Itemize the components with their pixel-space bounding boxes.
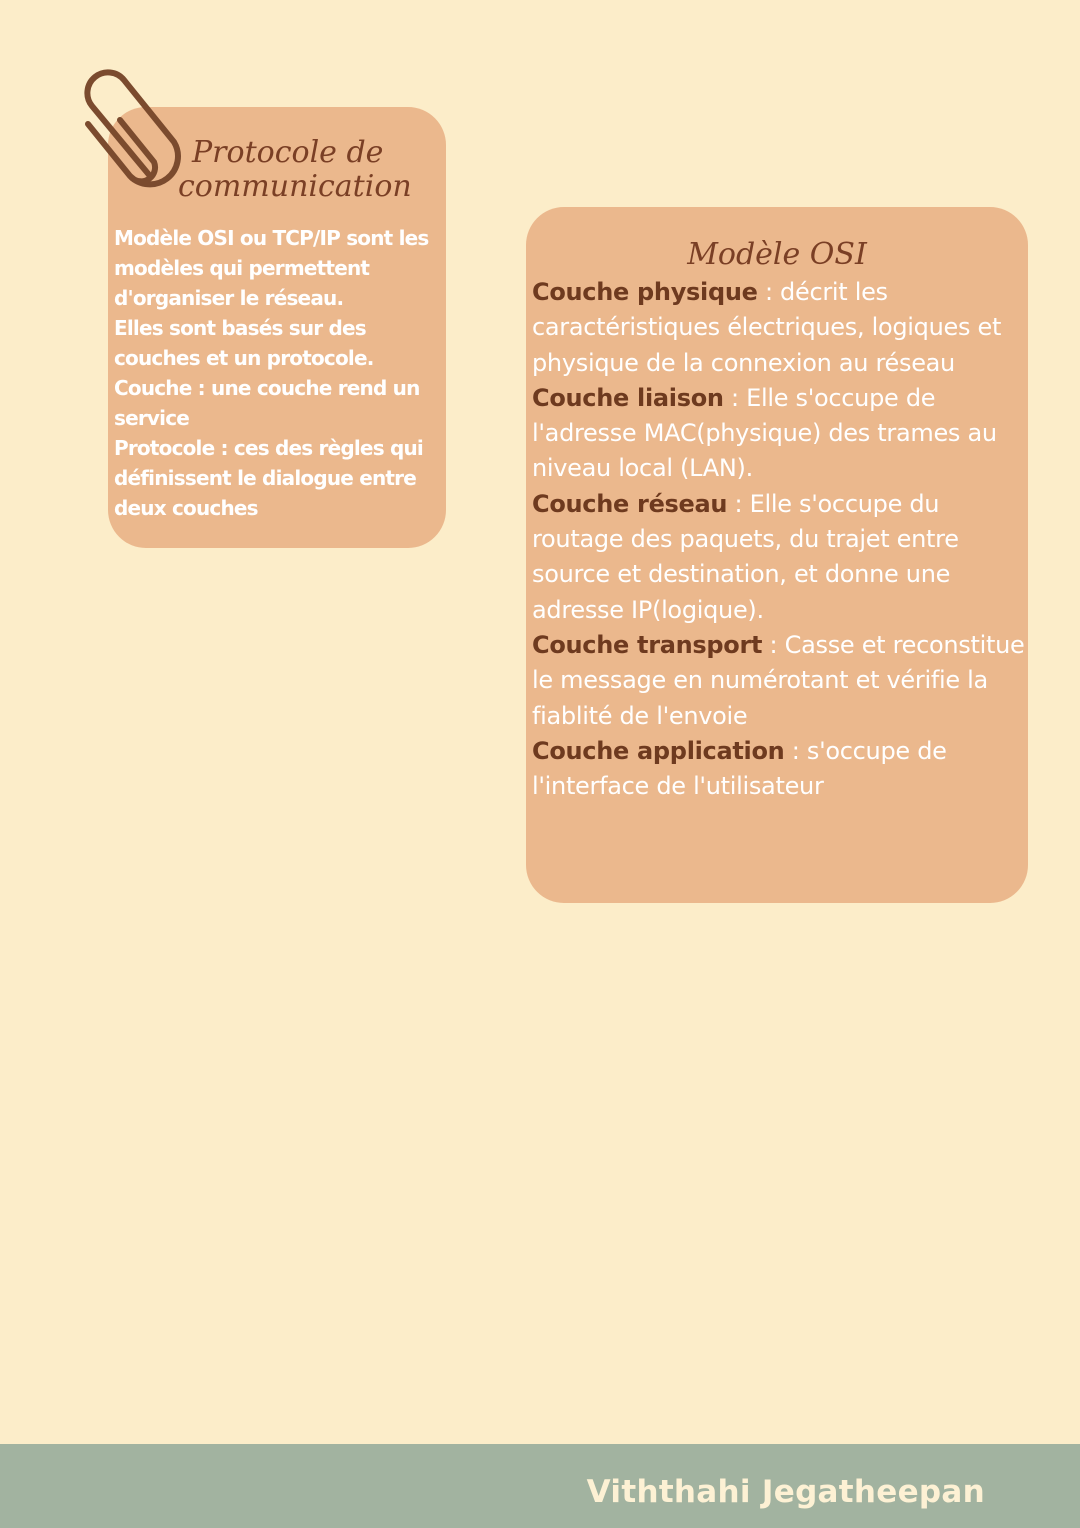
osi-card-body — [532, 275, 1028, 804]
author-name: Viththahi Jegatheepan — [586, 1474, 985, 1510]
paperclip-icon — [62, 58, 182, 198]
protocol-card-body — [114, 223, 446, 523]
osi-layer-description: : décrit les caractéristiques électriques, logiques et physique de la connexion au réseau — [532, 278, 1002, 377]
osi-layer-name: Couche physique — [532, 278, 758, 306]
protocol-line: d'organiser le réseau. — [114, 286, 344, 310]
osi-layer — [532, 275, 1028, 381]
protocol-line: Couche : une couche rend un — [114, 376, 420, 400]
protocol-line: définissent le dialogue entre — [114, 466, 416, 490]
protocol-line: modèles qui permettent — [114, 256, 370, 280]
protocol-line: deux couches — [114, 496, 258, 520]
osi-layer — [532, 487, 1028, 628]
osi-layer-name: Couche liaison — [532, 383, 724, 412]
protocol-card-title-line1: Protocole de — [192, 135, 384, 170]
osi-layer-name: Couche transport — [532, 630, 763, 659]
osi-layer-description: : Elle s'occupe de l'adresse MAC(physique) des trames au niveau local (LAN). — [532, 383, 997, 483]
osi-layer-description: : s'occupe de l'interface de l'utilisateur — [532, 736, 947, 801]
osi-layer — [532, 628, 1028, 734]
footer-bar — [0, 1444, 1080, 1528]
osi-layer-name: Couche réseau — [532, 489, 728, 518]
protocol-line: couches et un protocole. — [114, 346, 374, 370]
osi-layer — [532, 381, 1028, 487]
protocol-card-title-line2: communication — [178, 169, 412, 204]
protocol-line: service — [114, 406, 190, 430]
osi-card-title: Modèle OSI — [687, 237, 867, 272]
osi-card — [526, 207, 1028, 903]
osi-layer-name: Couche application — [532, 736, 785, 765]
protocol-line: Protocole : ces des règles qui — [114, 436, 423, 460]
osi-layer-description: : Elle s'occupe du routage des paquets, du trajet entre source et destination, et donne une adresse IP(logique). — [532, 489, 959, 624]
protocol-line: Elles sont basés sur des — [114, 316, 366, 340]
protocol-line: Modèle OSI ou TCP/IP sont les — [114, 226, 429, 250]
osi-layer-description: : Casse et reconstitue le message en numérotant et vérifie la fiablité de l'envoie — [532, 630, 1025, 730]
osi-layer — [532, 734, 1028, 805]
